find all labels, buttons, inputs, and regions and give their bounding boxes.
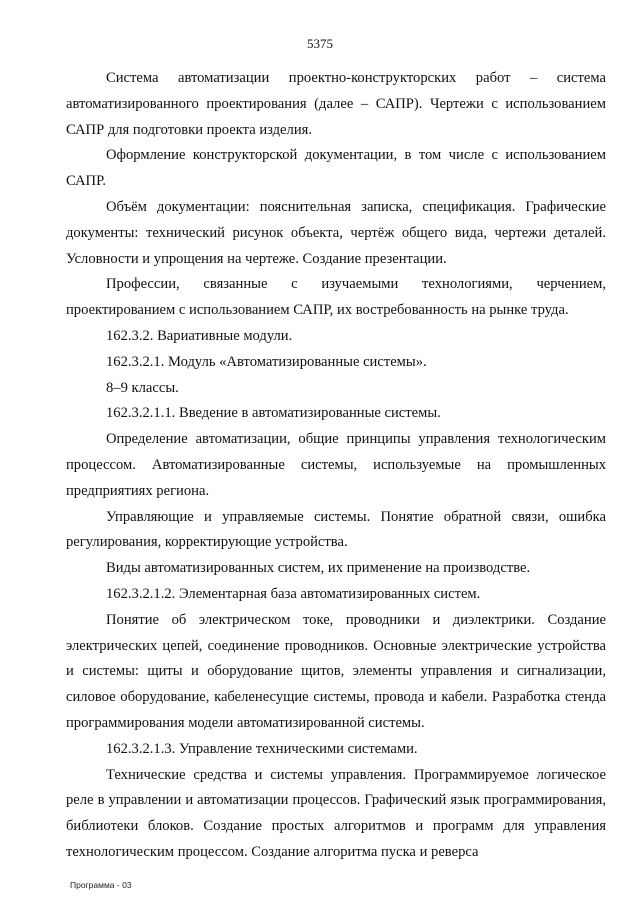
paragraph: Виды автоматизированных систем, их применение на производстве.: [106, 560, 531, 577]
section-heading: 162.3.2.1.2. Элементарная база автоматизированных систем.: [106, 585, 481, 602]
section-heading: 162.3.2. Вариативные модули.: [106, 327, 293, 344]
paragraph: Управляющие и управляемые системы. Понятие обратной связи, ошибка регулирования, корректирующие устройства.: [66, 508, 606, 551]
paragraph: Оформление конструкторской документации, в том числе с использованием САПР.: [66, 147, 606, 190]
paragraph: Система автоматизации проектно-конструкторских работ – система автоматизированного проектирования (далее – САПР). Чертежи с использованием САПР для подготовки проекта изделия.: [66, 70, 606, 138]
footer-label: Программа - 03: [70, 880, 132, 890]
page-number: 5375: [307, 36, 333, 51]
section-heading: 162.3.2.1.3. Управление техническими системами.: [106, 740, 418, 757]
paragraph: Технические средства и системы управления. Программируемое логическое реле в управлении и автоматизации процессов. Графический язык программирования, библиотеки блоков. Создание простых алгоритмов и программ для управления технологическим процессом. Создание алгоритма пуска и реверса: [66, 766, 606, 860]
paragraph: Понятие об электрическом токе, проводники и диэлектрики. Создание электрических цепей, соединение проводников. Основные электрические устройства и системы: щиты и оборудование щитов, элементы управления и сигнализации, силовое оборудование, кабеленесущие системы, провода и кабели. Разработка стенда программирования модели автоматизированной системы.: [66, 611, 606, 731]
paragraph: Профессии, связанные с изучаемыми технологиями, черчением, проектированием с использованием САПР, их востребованность на рынке труда.: [66, 276, 606, 319]
document-body: [66, 66, 606, 866]
paragraph: Объём документации: пояснительная записка, спецификация. Графические документы: технический рисунок объекта, чертёж общего вида, чертежи деталей. Условности и упрощения на чертеже. Создание презентации.: [66, 198, 606, 267]
paragraph: Определение автоматизации, общие принципы управления технологическим процессом. Автоматизированные системы, используемые на промышленных предприятиях региона.: [66, 431, 606, 499]
section-heading: 162.3.2.1.1. Введение в автоматизированные системы.: [106, 405, 441, 422]
grade-label: 8–9 классы.: [106, 379, 179, 396]
section-heading: 162.3.2.1. Модуль «Автоматизированные системы».: [106, 353, 427, 370]
